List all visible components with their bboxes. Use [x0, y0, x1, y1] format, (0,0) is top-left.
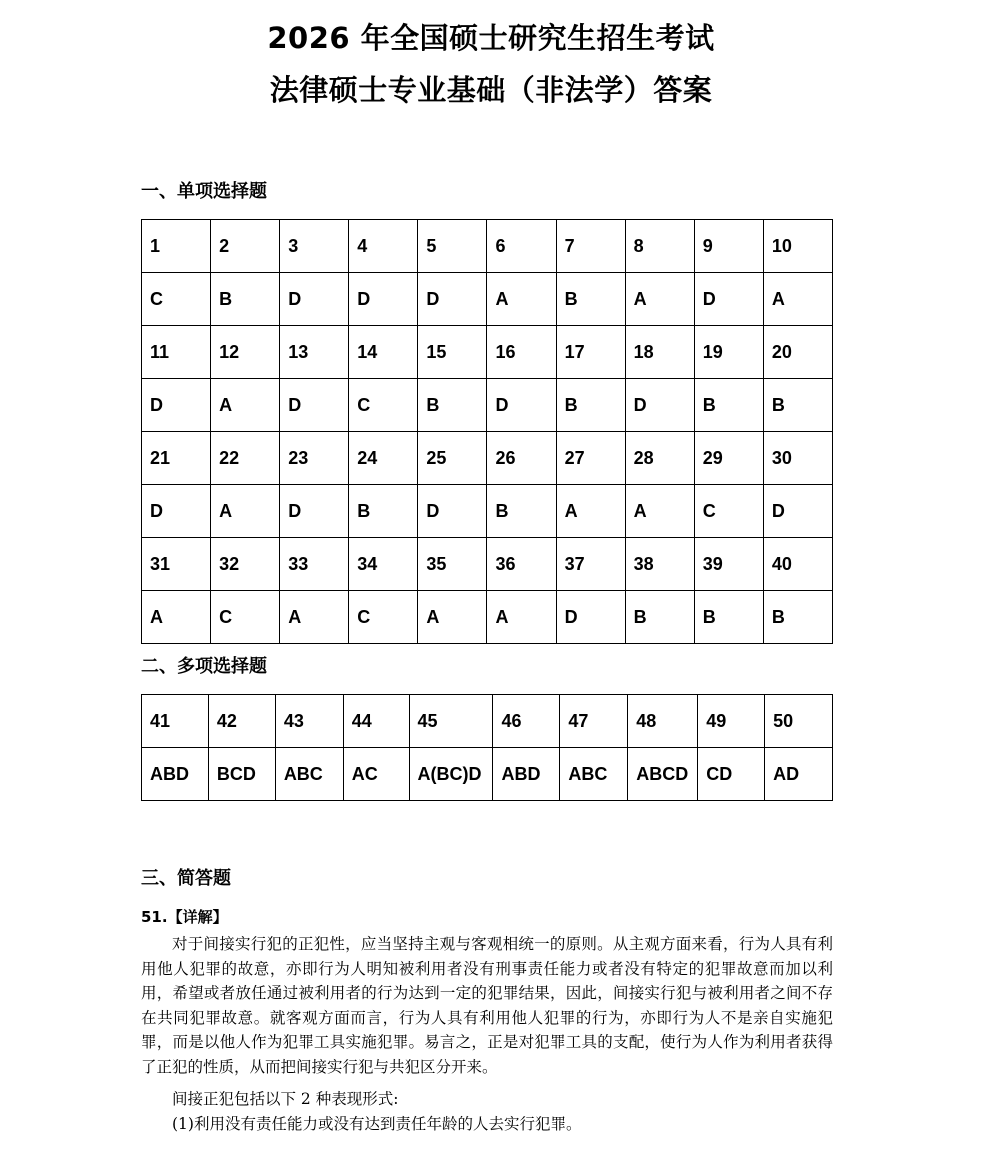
question-number-cell: 18 — [625, 326, 694, 379]
single-choice-answer-table — [141, 219, 833, 644]
table-row — [142, 695, 833, 748]
answer-cell: D — [625, 379, 694, 432]
answer-cell: ABC — [560, 748, 628, 801]
question-number-cell: 33 — [280, 538, 349, 591]
question-number-cell: 19 — [694, 326, 763, 379]
question-number-cell: 44 — [343, 695, 409, 748]
section-heading-single-choice: 一、单项选择题 — [141, 181, 267, 202]
question-number-cell: 40 — [763, 538, 832, 591]
question-number-cell: 31 — [142, 538, 211, 591]
answer-cell: D — [280, 379, 349, 432]
table-row — [142, 538, 833, 591]
question-number-cell: 48 — [628, 695, 698, 748]
question-number-cell: 36 — [487, 538, 556, 591]
question-number-cell: 12 — [211, 326, 280, 379]
section-heading-multiple-choice: 二、多项选择题 — [141, 656, 267, 677]
question-number-cell: 50 — [765, 695, 833, 748]
answer-cell: B — [418, 379, 487, 432]
question-number-cell: 35 — [418, 538, 487, 591]
question-number-cell: 34 — [349, 538, 418, 591]
answer-cell: D — [763, 485, 832, 538]
answer-cell: A — [280, 591, 349, 644]
answer-cell: B — [694, 379, 763, 432]
question-number-cell: 7 — [556, 220, 625, 273]
answer-cell: B — [349, 485, 418, 538]
question-number-cell: 11 — [142, 326, 211, 379]
question-number-cell: 8 — [625, 220, 694, 273]
answer-cell: D — [349, 273, 418, 326]
question-number-cell: 30 — [763, 432, 832, 485]
question-number-cell: 17 — [556, 326, 625, 379]
page-subtitle: 法律硕士专业基础（非法学）答案 — [269, 73, 713, 107]
question-number-cell: 26 — [487, 432, 556, 485]
answer-cell: A — [487, 273, 556, 326]
question-number-cell: 27 — [556, 432, 625, 485]
answer-cell: ABC — [275, 748, 343, 801]
answer-cell: B — [763, 591, 832, 644]
answer-cell: CD — [698, 748, 765, 801]
question-number-cell: 3 — [280, 220, 349, 273]
answer-cell: B — [556, 273, 625, 326]
answer-cell: AC — [343, 748, 409, 801]
answer-cell: A — [556, 485, 625, 538]
question-number-cell: 46 — [493, 695, 560, 748]
answer-paragraph: 对于间接实行犯的正犯性，应当坚持主观与客观相统一的原则。从主观方面来看，行为人具有利用他人犯罪的故意，亦即行为人明知被利用者没有刑事责任能力或者没有特定的犯罪故意而加以利用，希望或者放任通过被利用者的行为达到一定的犯罪结果，因此，间接实行犯与被利用者之间不存在共同犯罪故意。就客观方面而言，行为人具有利用他人犯罪的行为，亦即行为人不是亲自实施犯罪，而是以他人作为犯罪工具实施犯罪。易言之，正是对犯罪工具的支配，使行为人作为利用者获得了正犯的性质，从而把间接实行犯与共犯区分开来。 — [141, 935, 833, 1076]
table-row — [142, 432, 833, 485]
question-number-cell: 29 — [694, 432, 763, 485]
answer-cell: A(BC)D — [409, 748, 493, 801]
question-number-cell: 21 — [142, 432, 211, 485]
answer-cell: A — [763, 273, 832, 326]
answer-cell: B — [694, 591, 763, 644]
question-number-cell: 47 — [560, 695, 628, 748]
answer-cell: D — [280, 485, 349, 538]
question-number-cell: 2 — [211, 220, 280, 273]
question-number-cell: 28 — [625, 432, 694, 485]
answer-cell: C — [694, 485, 763, 538]
answer-cell: BCD — [208, 748, 275, 801]
question-number-cell: 25 — [418, 432, 487, 485]
question-number-cell: 14 — [349, 326, 418, 379]
question-number-cell: 5 — [418, 220, 487, 273]
table-row — [142, 591, 833, 644]
table-row — [142, 273, 833, 326]
answer-cell: B — [211, 273, 280, 326]
table-row — [142, 220, 833, 273]
answer-cell: A — [625, 273, 694, 326]
answer-cell: A — [487, 591, 556, 644]
answer-cell: D — [694, 273, 763, 326]
question-number-cell: 41 — [142, 695, 209, 748]
question-number-cell: 13 — [280, 326, 349, 379]
answer-paragraph: 间接正犯包括以下 2 种表现形式: — [172, 1090, 399, 1108]
answer-cell: D — [142, 379, 211, 432]
question-number-cell: 1 — [142, 220, 211, 273]
question-number-cell: 49 — [698, 695, 765, 748]
answer-cell: ABCD — [628, 748, 698, 801]
page-title: 2026 年全国硕士研究生招生考试 — [267, 21, 715, 55]
answer-cell: B — [487, 485, 556, 538]
answer-cell: A — [625, 485, 694, 538]
answer-cell: A — [211, 485, 280, 538]
question-number-cell: 15 — [418, 326, 487, 379]
answer-cell: D — [280, 273, 349, 326]
question-number-cell: 9 — [694, 220, 763, 273]
question-number-cell: 37 — [556, 538, 625, 591]
answer-cell: C — [349, 591, 418, 644]
question-number-cell: 6 — [487, 220, 556, 273]
question-number-cell: 39 — [694, 538, 763, 591]
answer-cell: B — [763, 379, 832, 432]
multiple-choice-answer-table — [141, 694, 833, 801]
table-row — [142, 379, 833, 432]
answer-cell: A — [211, 379, 280, 432]
question-number-cell: 38 — [625, 538, 694, 591]
answer-cell: D — [418, 273, 487, 326]
answer-cell: D — [142, 485, 211, 538]
question-number-cell: 16 — [487, 326, 556, 379]
question-number-cell: 42 — [208, 695, 275, 748]
answer-cell: B — [625, 591, 694, 644]
question-number-cell: 10 — [763, 220, 832, 273]
answer-cell: AD — [765, 748, 833, 801]
table-row — [142, 326, 833, 379]
answer-cell: C — [211, 591, 280, 644]
question-number-cell: 43 — [275, 695, 343, 748]
question-number-cell: 45 — [409, 695, 493, 748]
answer-cell: ABD — [142, 748, 209, 801]
table-row — [142, 485, 833, 538]
answer-cell: ABD — [493, 748, 560, 801]
answer-cell: B — [556, 379, 625, 432]
answer-cell: A — [142, 591, 211, 644]
answer-cell: D — [418, 485, 487, 538]
question-number-cell: 24 — [349, 432, 418, 485]
answer-cell: C — [349, 379, 418, 432]
answer-cell: D — [556, 591, 625, 644]
question-number-cell: 23 — [280, 432, 349, 485]
table-row — [142, 748, 833, 801]
answer-cell: C — [142, 273, 211, 326]
section-heading-short-answer: 三、简答题 — [141, 868, 231, 889]
answer-cell: D — [487, 379, 556, 432]
question-51-heading: 51.【详解】 — [141, 908, 228, 926]
question-number-cell: 20 — [763, 326, 832, 379]
question-number-cell: 22 — [211, 432, 280, 485]
question-number-cell: 4 — [349, 220, 418, 273]
answer-cell: A — [418, 591, 487, 644]
question-number-cell: 32 — [211, 538, 280, 591]
answer-paragraph: (1)利用没有责任能力或没有达到责任年龄的人去实行犯罪。 — [172, 1115, 582, 1133]
